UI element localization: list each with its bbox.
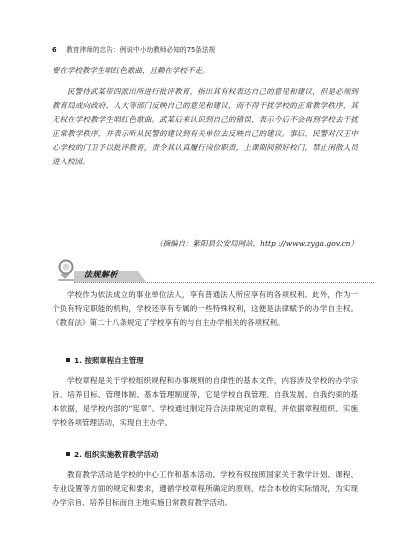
section-text-1: 学校章程是关于学校组织规程和办事规则的自律性的基本文件，内容涉及学校的办学宗旨、培养目标、管理体制、基本管理制度等，它是学校自我管理、自我发展、自我约束的基本依据，是学校内部的“宪章”。学校通过制定符合法律规定的章程，并依据章程组织、实施学校各项管理活动，实现自主办学。 <box>52 376 358 427</box>
section-text-2: 教育教学活动是学校的中心工作和基本活动。学校有权按照国家关于教学计划、课程、专业设置等方面的规定和要求，遵循学校章程所确定的原则，结合本校的实际情况，为实现办学宗旨、培养目标而自主地实施日常教育教学活动。 <box>52 470 358 507</box>
section-heading-2-text: 2. 组织实施教育教学活动 <box>74 450 159 459</box>
page-header <box>52 44 372 54</box>
analysis-label: 法规解析 <box>84 270 118 279</box>
case-paragraph-2: 民警待武某带四派出所进行批评教育，指出其有权表达自己的意见和建议，但是必须到教育局或向政府、人大等部门反映自己的意见和建议，而不得干扰学校的正常教学秩序，其无权在学校教学生唱红色歌曲。武某后来认识到自己的错误，表示今后不会再到学校去干扰正常教学秩序，并表示听从民警的建议到有关单位去反映自己的建议。事后，民警对汉王中心学校的门卫予以批评教育，责令其认真履行岗位职责，上课期间锁好校门，禁止闲散人员进入校园。 <box>52 87 358 166</box>
square-bullet-icon <box>66 452 70 456</box>
page-number: 6 <box>52 46 57 54</box>
case-paragraph-1: 要在学校教学生唱红色歌曲，且赖在学校不走。 <box>52 66 210 75</box>
case-source: （摘编自：紫阳县公安局网站，http ://www.zyga.gov.cn） <box>155 239 358 248</box>
dotted-divider <box>74 282 374 283</box>
analysis-intro: 学校作为依法成立的事业单位法人，享有普通法人所应享有的各项权利。此外，作为一个负有特定职能的机构，学校还享有专属的一些特殊权利，这便是法律赋予的办学自主权。《教育法》第二十八条规定了学校享有的与自主办学相关的各项权利。 <box>52 290 358 327</box>
section-heading-2 <box>66 449 356 460</box>
section-heading-1 <box>66 355 356 366</box>
section-heading-1-text: 1. 按照章程自主管理 <box>74 356 144 365</box>
analysis-heading <box>56 258 146 284</box>
running-title: 教育律师的忠告：例说中小幼教师必知的75条法规 <box>66 46 216 54</box>
square-bullet-icon <box>66 358 70 362</box>
